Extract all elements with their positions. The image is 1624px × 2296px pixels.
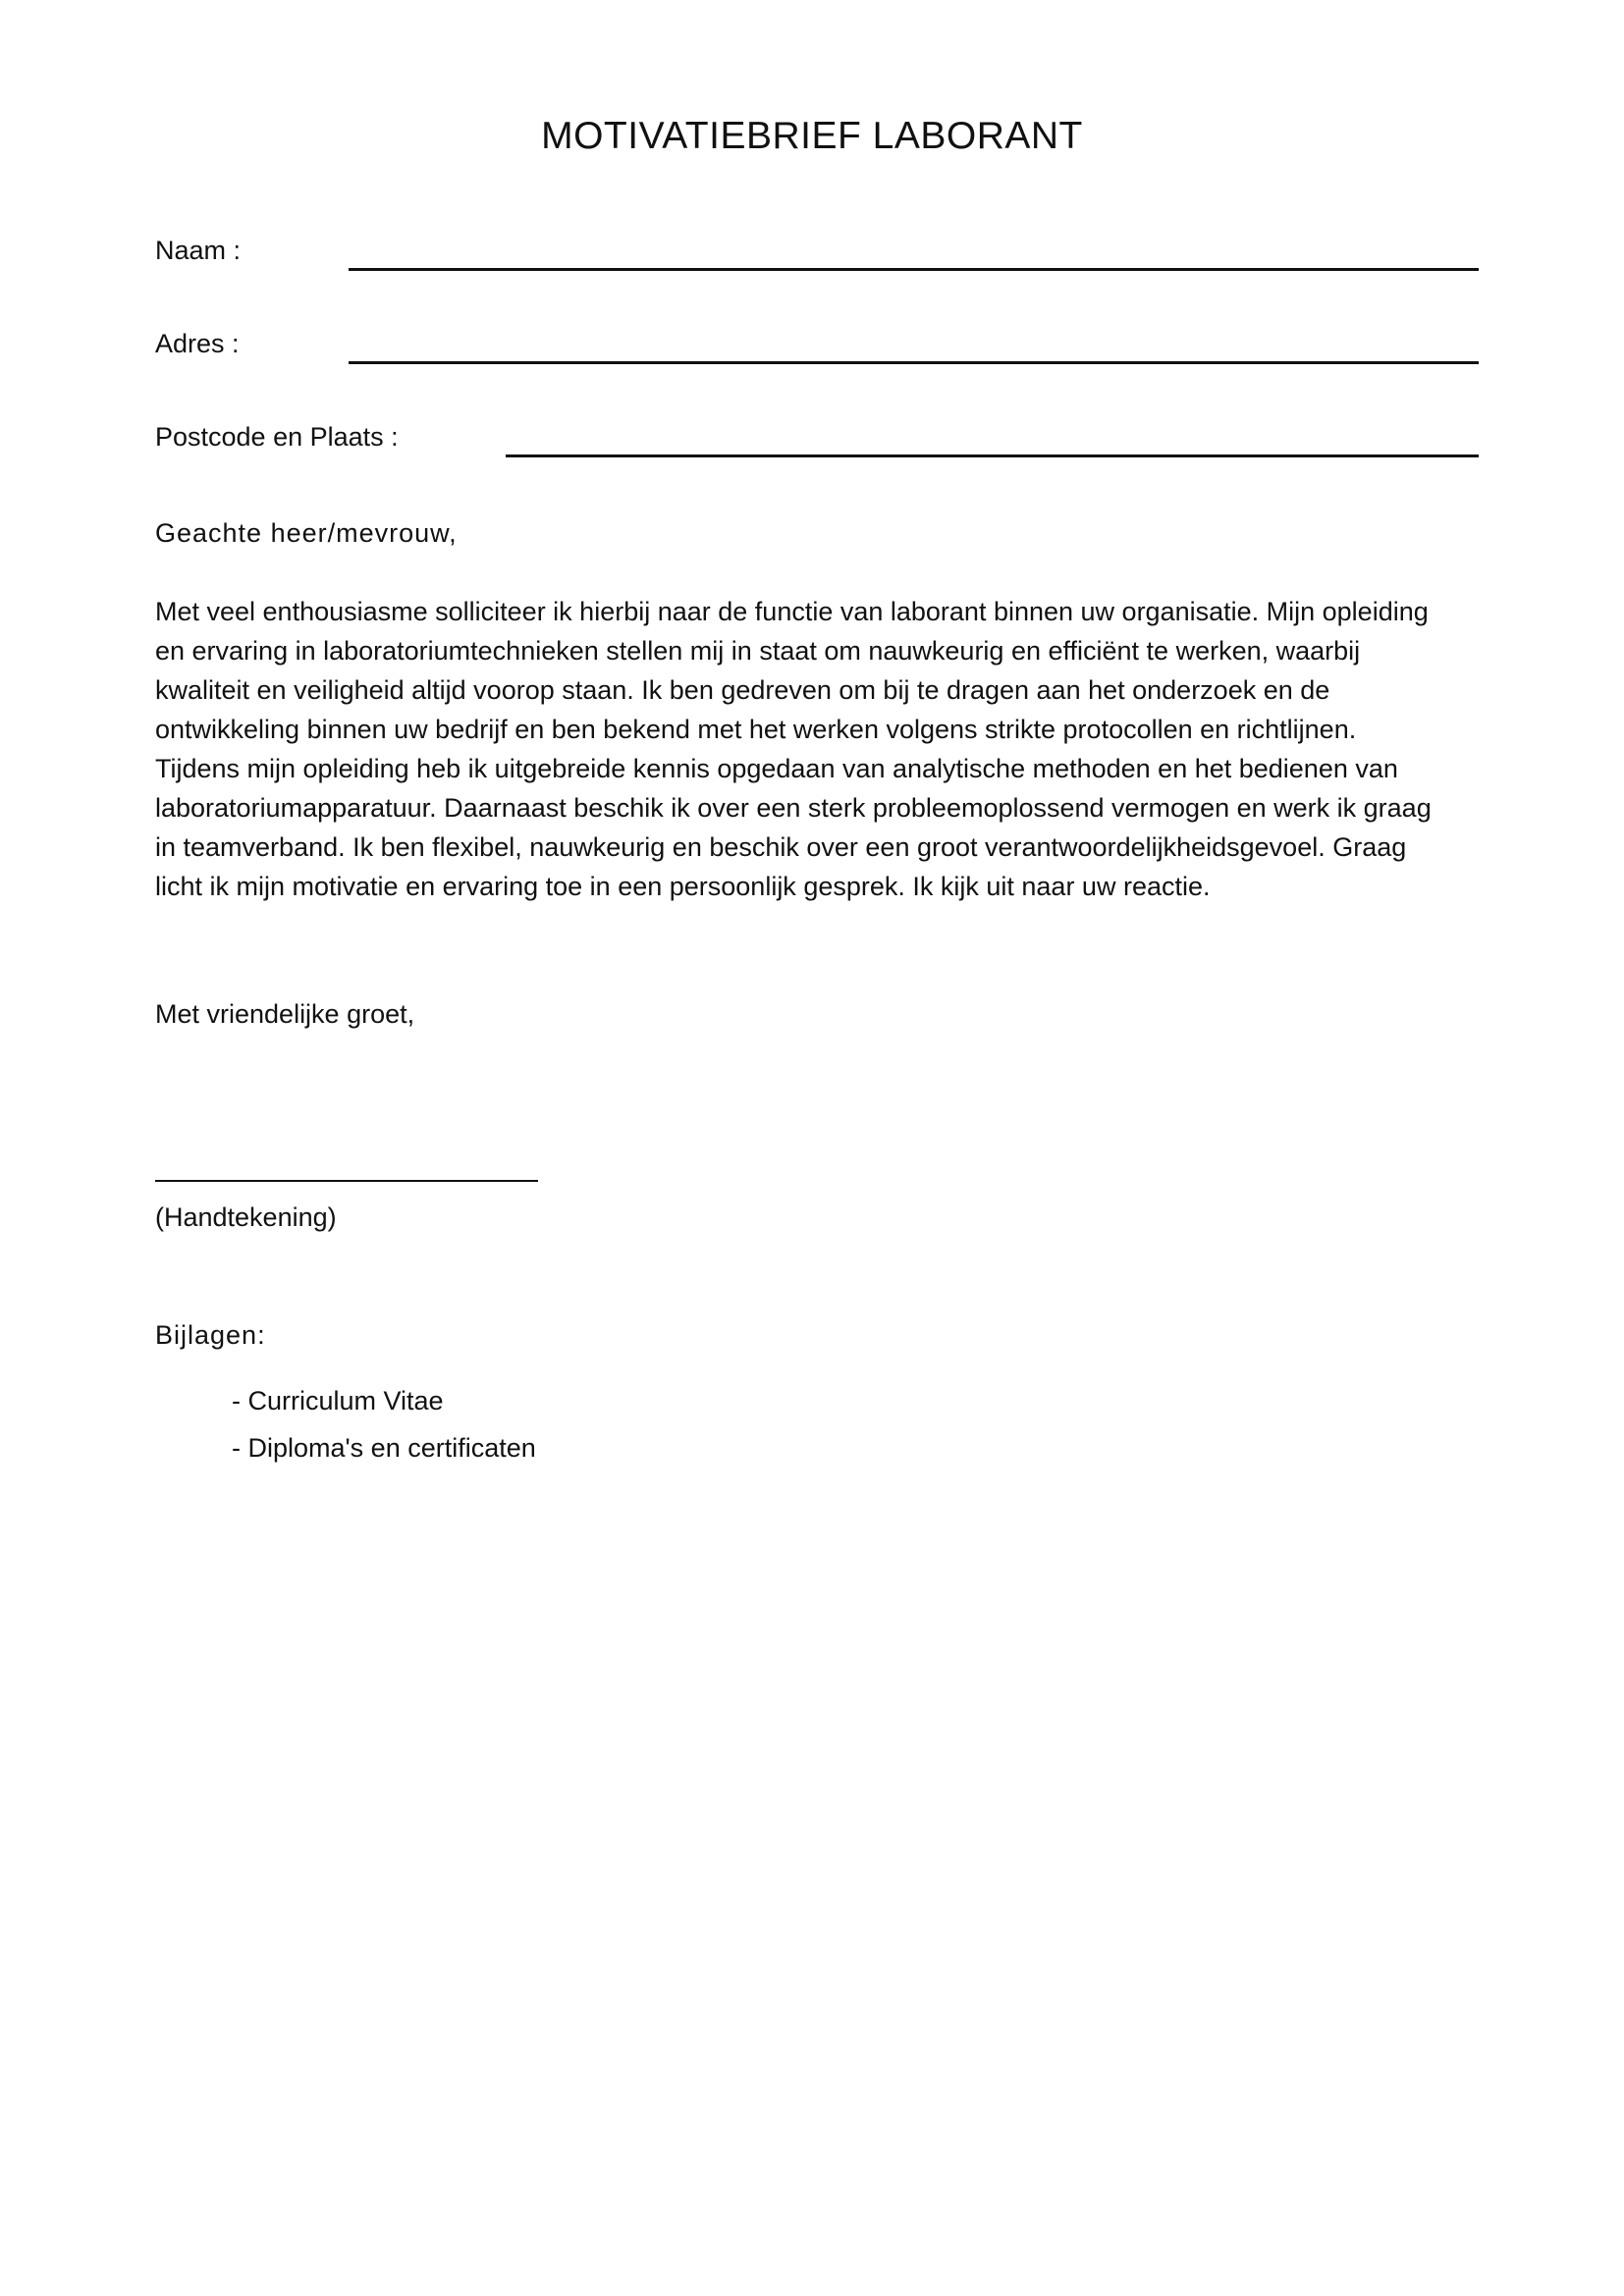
attachments-heading: Bijlagen: (155, 1320, 266, 1350)
letter-body (155, 592, 1490, 906)
signature-label: (Handtekening) (155, 1202, 337, 1232)
address-input-line[interactable] (349, 361, 1479, 364)
name-label: Naam : (155, 236, 242, 265)
body-line: Tijdens mijn opleiding heb ik uitgebreide kennis opgedaan van analytische methoden en het bedienen van (155, 754, 1398, 783)
salutation: Geachte heer/mevrouw, (155, 518, 458, 548)
page-title: MOTIVATIEBRIEF LABORANT (541, 115, 1083, 157)
body-line: licht ik mijn motivatie en ervaring toe in een persoonlijk gesprek. Ik kijk uit naar uw reactie. (155, 872, 1211, 901)
body-line: kwaliteit en veiligheid altijd voorop staan. Ik ben gedreven om bij te dragen aan het onderzoek en de (155, 675, 1330, 705)
body-line: in teamverband. Ik ben flexibel, nauwkeurig en beschik over een groot verantwoordelijkheidsgevoel. Graag (155, 832, 1407, 862)
body-line: ontwikkeling binnen uw bedrijf en ben bekend met het werken volgens strikte protocollen en richtlijnen. (155, 715, 1357, 744)
list-item: - Diploma's en certificaten (232, 1433, 536, 1463)
postcode-city-input-line[interactable] (506, 454, 1479, 457)
address-field (155, 329, 1479, 368)
name-field (155, 236, 1479, 275)
list-item: - Curriculum Vitae (232, 1386, 444, 1415)
body-line: Met veel enthousiasme solliciteer ik hierbij naar de functie van laborant binnen uw organisatie. Mijn opleiding (155, 597, 1429, 626)
body-line: en ervaring in laboratoriumtechnieken stellen mij in staat om nauwkeurig en efficiënt te werken, waarbij (155, 636, 1361, 666)
address-label: Adres : (155, 329, 240, 358)
attachments-list (232, 1377, 536, 1471)
body-line: laboratoriumapparatuur. Daarnaast beschik ik over een sterk probleemoplossend vermogen en werk ik graag (155, 793, 1432, 823)
closing: Met vriendelijke groet, (155, 999, 415, 1029)
postcode-city-label: Postcode en Plaats : (155, 422, 399, 452)
postcode-city-field (155, 422, 1479, 461)
name-input-line[interactable] (349, 268, 1479, 271)
signature-line[interactable] (155, 1180, 538, 1182)
